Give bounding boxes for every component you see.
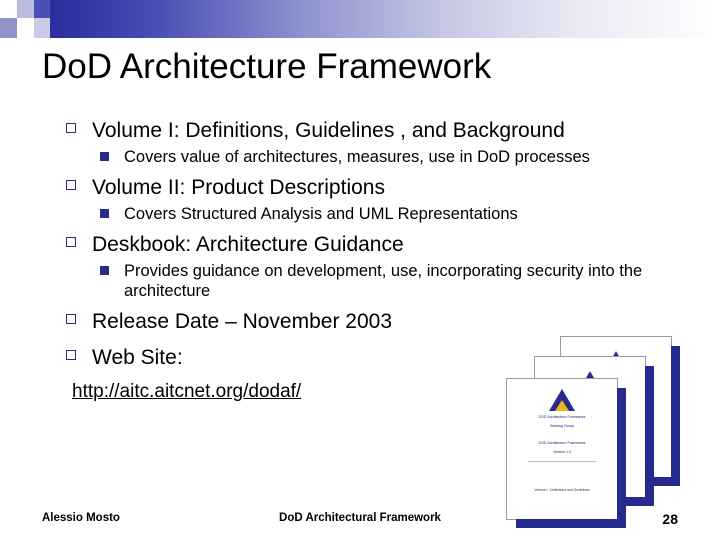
square-outline-bullet-icon: [66, 350, 76, 360]
list-item-label: Release Date – November 2003: [92, 310, 393, 333]
dodaf-website-link[interactable]: http://aitc.aitcnet.org/dodaf/: [72, 381, 302, 402]
square-outline-bullet-icon: [66, 180, 76, 190]
footer-page-number: 28: [662, 511, 678, 527]
list-item-label: Web Site:: [92, 346, 183, 369]
list-item: [62, 118, 672, 144]
band-square: [17, 0, 34, 18]
band-square: [0, 18, 17, 38]
list-item-label: Covers value of architectures, measures, use in DoD processes: [124, 148, 590, 166]
slide-header-band: [0, 0, 720, 38]
band-square: [34, 18, 50, 38]
document-title-line: DOD Architecture Framework: [538, 415, 586, 419]
dodaf-logo-icon: [549, 389, 575, 411]
square-outline-bullet-icon: [66, 123, 76, 133]
list-item: [62, 147, 672, 167]
document-edge: [671, 346, 680, 486]
document-edge: [645, 366, 654, 506]
list-item-label: Volume II: Product Descriptions: [92, 176, 385, 199]
band-square: [34, 0, 50, 18]
square-filled-bullet-icon: [100, 266, 109, 275]
band-square: [0, 0, 17, 18]
list-item-label: Deskbook: Architecture Guidance: [92, 233, 404, 256]
divider: [528, 461, 597, 462]
list-item-label: Provides guidance on development, use, incorporating security into the architecture: [124, 262, 643, 300]
list-item: [62, 204, 672, 224]
footer-author: Alessio Mosto: [42, 512, 120, 524]
document-title-line: DOD Architecture Framework: [538, 441, 586, 445]
page-title: DoD Architecture Framework: [42, 47, 492, 86]
band-square: [17, 18, 34, 38]
list-item-label: Volume I: Definitions, Guidelines , and Background: [92, 119, 565, 142]
footer-title: DoD Architectural Framework: [279, 512, 441, 524]
document-title-line: Version 1.0: [553, 450, 571, 454]
document-edge: [617, 388, 626, 528]
list-item-label: Covers Structured Analysis and UML Representations: [124, 205, 518, 223]
list-item: [62, 261, 672, 301]
square-filled-bullet-icon: [100, 152, 109, 161]
list-item: [62, 232, 672, 258]
square-outline-bullet-icon: [66, 314, 76, 324]
list-item: [62, 175, 672, 201]
list-item: [62, 309, 672, 335]
document-stack-illustration: [498, 336, 698, 516]
square-outline-bullet-icon: [66, 237, 76, 247]
square-filled-bullet-icon: [100, 209, 109, 218]
document-title-line: Working Group: [549, 424, 575, 428]
document-thumbnail: [506, 378, 618, 520]
document-title-line: Volume I : Definitions and Guidelines: [534, 488, 590, 492]
